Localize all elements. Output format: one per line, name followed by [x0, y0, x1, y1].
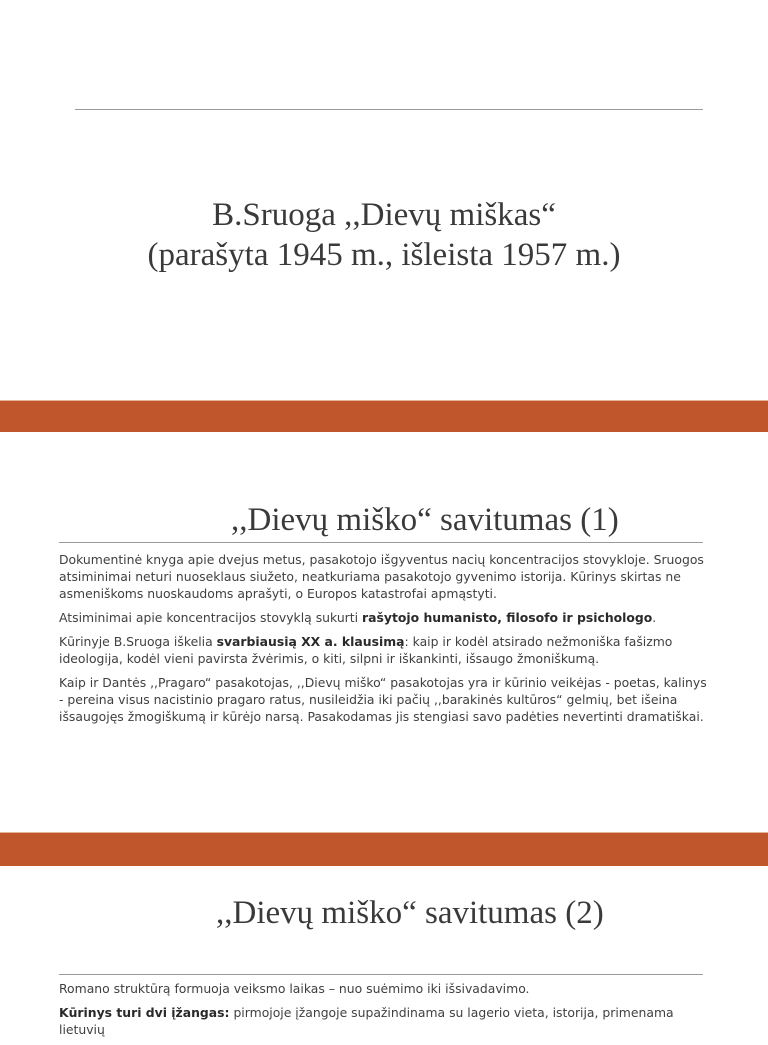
slide-3-title: ,,Dievų miško“ savitumas (2) [216, 895, 604, 931]
paragraph-text: Kūrinyje B.Sruoga iškelia [59, 634, 217, 649]
paragraph-bold-text: svarbiausią XX a. klausimą [216, 634, 405, 649]
slide-1-title-line-1: B.Sruoga ,,Dievų miškas“ [212, 197, 556, 233]
paragraph-text: Atsiminimai apie koncentracijos stovyklą sukurti [59, 610, 363, 625]
slide-2-paragraph-3 [59, 633, 707, 667]
slide-2-paragraph-1: Dokumentinė knyga apie dvejus metus, pasakotojo išgyventus nacių koncentracijos stovykloje. Sruogos atsiminimai neturi nuoseklaus siužeto, neatkuriama pasakotojo gyvenimo istorija. Kūrinys skirtas ne asmeniškoms nuoskaudoms aprašyti, o Europos katastrofai apmąstyti. [59, 552, 704, 601]
slide-3-paragraph-2 [59, 1004, 707, 1038]
paragraph-bold-text: rašytojo humanisto, filosofo ir psichologo [362, 610, 653, 625]
slide-separator-band [0, 400, 768, 432]
slide-savitumas-2 [0, 866, 768, 1037]
slide-separator-edge [0, 832, 768, 833]
slide-2-body [59, 551, 707, 732]
slide-savitumas-1 [0, 432, 768, 832]
paragraph-text: . [652, 610, 657, 625]
slide-2-paragraph-4: Kaip ir Dantės ,,Pragaro“ pasakotojas, ,,Dievų miško“ pasakotojas yra ir kūrinio veikėjas - poetas, kalinys - pereina visus nacistinio pragaro ratus, nusileidžia iki pačių ,,barakinės kultūros“ gelmių, bet išeina išsaugojęs žmogiškumą ir kūrėjo narsą. Pasakodamas jis stengiasi savo padėties nevertinti dramatiškai. [59, 675, 707, 724]
paragraph-text: : kaip ir kodėl atsirado nežmoniška fašizmo ideologija, kodėl vieni pavirsta žvėrimis, o kiti, silpni ir iškankinti, išsaugo žmoniškumą. [59, 634, 673, 666]
slide-3-body [59, 980, 707, 1045]
slide-separator-edge [0, 400, 768, 401]
slide-2-paragraph-2 [59, 609, 707, 626]
slide-separator-band [0, 832, 768, 866]
paragraph-text: pirmojoje įžangoje supažindinama su lagerio vieta, istorija, primenama lietuvių [59, 1005, 674, 1037]
slide-3-paragraph-1: Romano struktūrą formuoja veiksmo laikas – nuo suėmimo iki išsivadavimo. [59, 981, 530, 996]
paragraph-bold-text: Kūrinys turi dvi įžangas: [59, 1005, 230, 1020]
title-top-rule [75, 109, 703, 110]
slide-2-title: ,,Dievų miško“ savitumas (1) [231, 502, 619, 538]
slide-2-title-rule [59, 542, 703, 543]
slide-1-title-line-2: (parašyta 1945 m., išleista 1957 m.) [147, 237, 621, 273]
slide-3-title-rule [59, 974, 703, 975]
slide-title-page [0, 0, 768, 400]
